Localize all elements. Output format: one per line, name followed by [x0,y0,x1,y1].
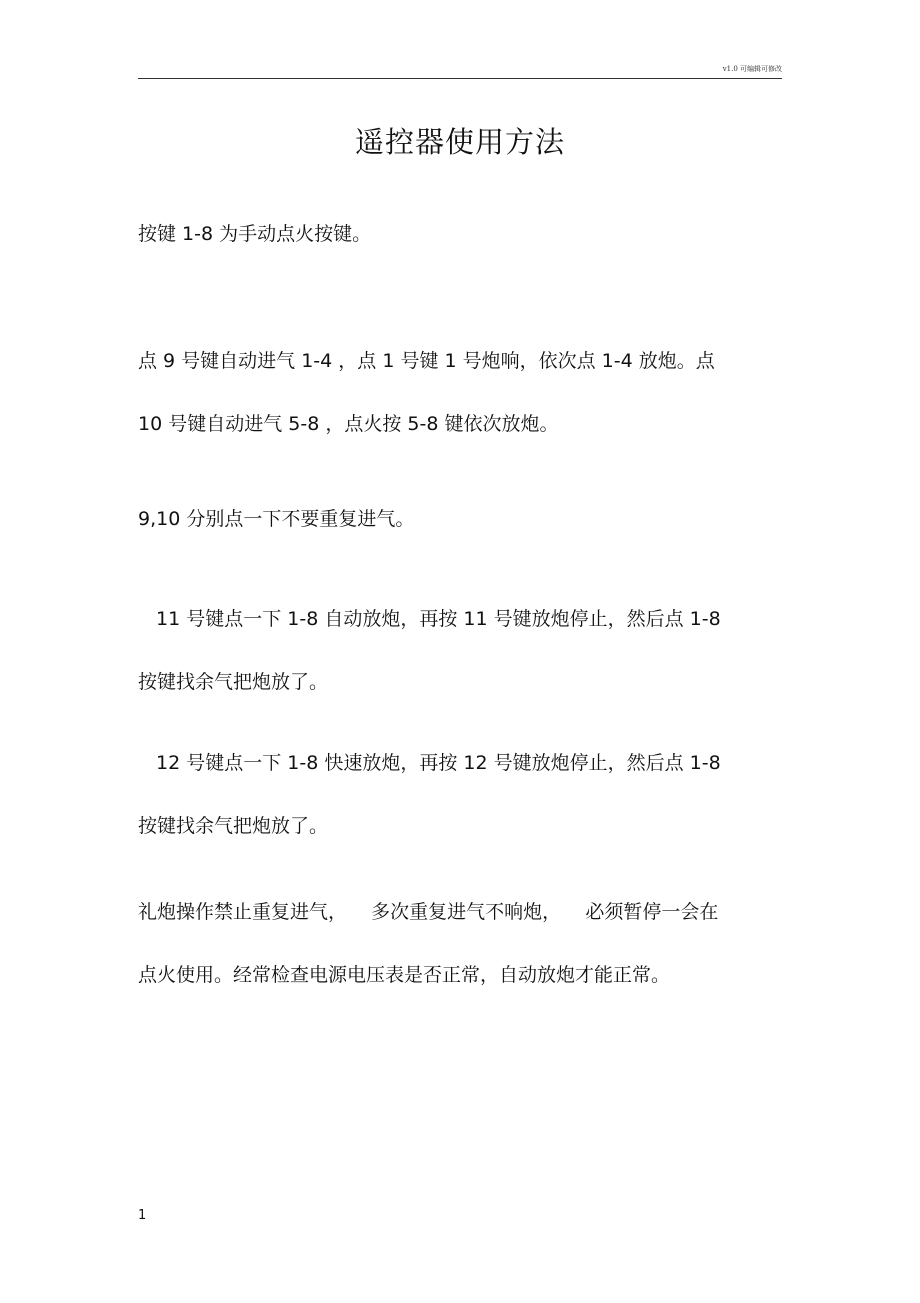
paragraph-key-11 [138,588,778,714]
paragraph-line: 点火使用。经常检查电源电压表是否正常，自动放炮才能正常。 [138,964,671,986]
document-title: 遥控器使用方法 [354,125,565,159]
paragraph-line: 9,10 分别点一下不要重复进气。 [138,508,415,530]
paragraph-line: 按键 1-8 为手动点火按键。 [138,223,372,245]
paragraph-no-repeat-intake [138,488,778,551]
paragraph-key-12 [138,732,778,858]
paragraph-line: 按键找余气把炮放了。 [138,815,329,837]
paragraph-manual-ignition [138,203,778,266]
paragraph-auto-intake [138,330,778,456]
paragraph-safety-notice [138,881,778,1007]
paragraph-line: 点 9 号键自动进气 1-4 ，点 1 号键 1 号炮响，依次点 1-4 放炮。点 [138,350,715,372]
paragraph-line: 12 号键点一下 1-8 快速放炮，再按 12 号键放炮停止，然后点 1-8 [156,752,721,774]
paragraph-line: 按键找余气把炮放了。 [138,671,329,693]
paragraph-line: 礼炮操作禁止重复进气， 多次重复进气不响炮， 必须暂停一会在 [138,901,719,923]
page-number: 1 [138,1208,147,1223]
header-divider [138,78,782,79]
paragraph-line: 11 号键点一下 1-8 自动放炮，再按 11 号键放炮停止，然后点 1-8 [156,608,721,630]
header-version-label: v1.0 可编辑可修改 [722,65,782,73]
paragraph-line: 10 号键自动进气 5-8 ，点火按 5-8 键依次放炮。 [138,413,559,435]
